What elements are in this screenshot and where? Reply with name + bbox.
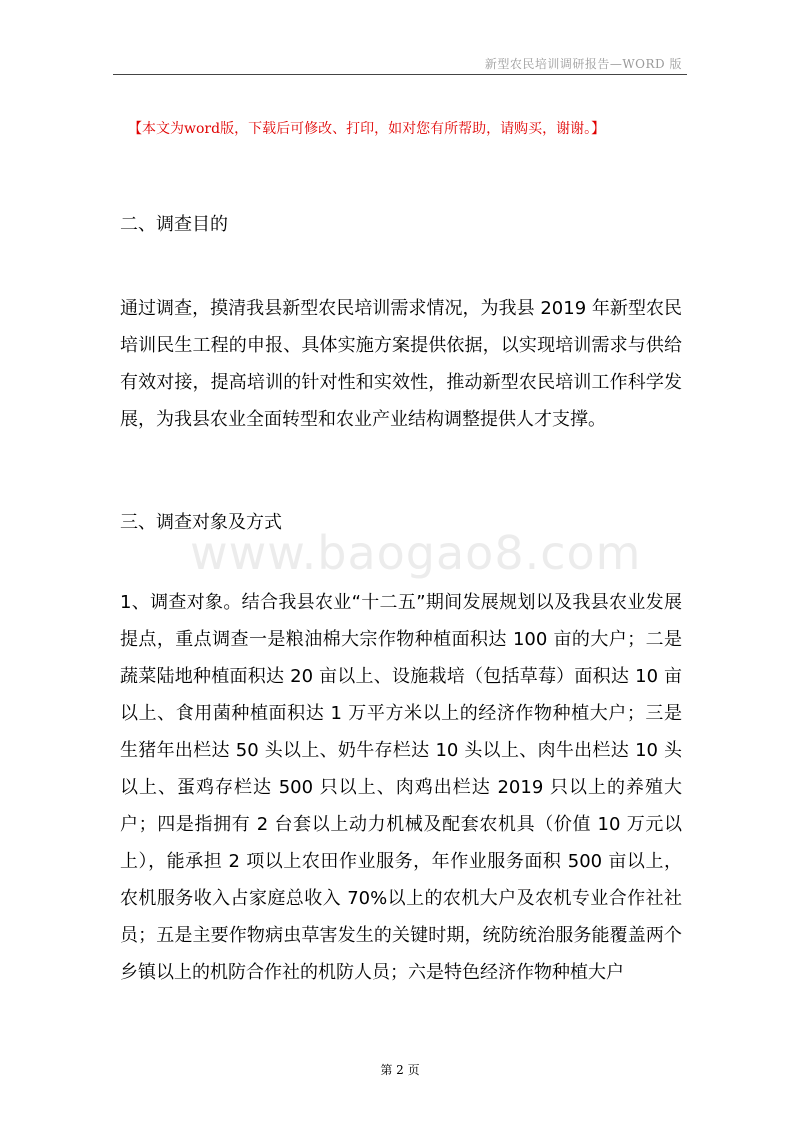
watermark: www.baogao8.com	[190, 526, 642, 580]
download-notice: 【本文为word版，下载后可修改、打印，如对您有所帮助，请购买，谢谢。】	[128, 121, 606, 137]
section-heading-purpose: 二、调查目的	[120, 214, 228, 235]
section-heading-subjects: 三、调查对象及方式	[120, 512, 282, 533]
page-header-title: 新型农民培训调研报告—WORD 版	[484, 57, 682, 71]
header-divider	[113, 74, 687, 75]
paragraph-subjects: 1、调查对象。结合我县农业“十二五”期间发展规划以及我县农业发展提点，重点调查一是粮油棉大宗作物种植面积达 100 亩的大户；二是蔬菜陆地种植面积达 20 亩以上、设施栽培（包括草莓）面积达 10 亩以上、食用菌种植面积达 1 万平方米以上的经济作物种植大户；三是生猪年出栏达 50 头以上、奶牛存栏达 10 头以上、肉牛出栏达 10 头以上、蛋鸡存栏达 500 只以上、肉鸡出栏达 2019 只以上的养殖大户；四是指拥有 2 台套以上动力机械及配套农机具（价值 10 万元以上），能承担 2 项以上农田作业服务，年作业服务面积 500 亩以上，农机服务收入占家庭总收入 70%以上的农机大户及农机专业合作社社员；五是主要作物病虫草害发生的关键时期，统防统治服务能覆盖两个乡镇以上的机防合作社的机防人员；六是特色经济作物种植大户	[120, 592, 682, 983]
page-number: 第 2 页	[380, 1063, 420, 1077]
paragraph-purpose: 通过调查，摸清我县新型农民培训需求情况，为我县 2019 年新型农民培训民生工程的申报、具体实施方案提供依据，以实现培训需求与供给有效对接，提高培训的针对性和实效性，推动新型农民培训工作科学发展，为我县农业全面转型和农业产业结构调整提供人才支撑。	[120, 298, 682, 430]
